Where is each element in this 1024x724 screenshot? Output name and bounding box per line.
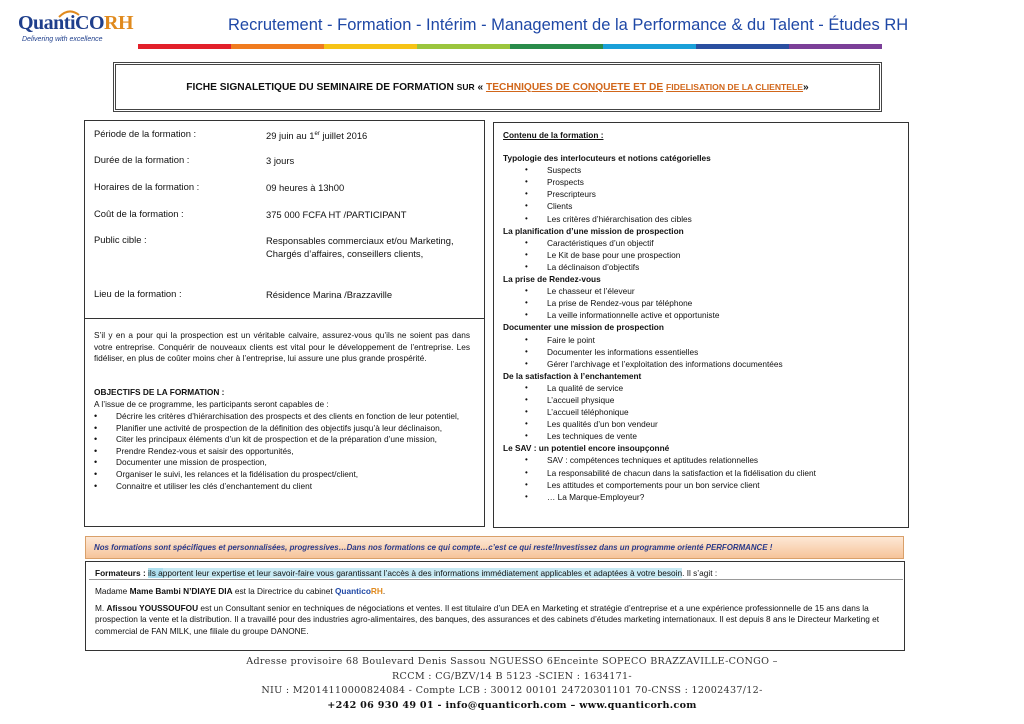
title-box xyxy=(113,62,882,112)
promo-banner xyxy=(85,536,904,559)
document-title: FICHE SIGNALETIQUE DU SEMINAIRE DE FORMATION SUR « TECHNIQUES DE CONQUETE ET DE FIDELISATION DE LA CLIENTELE» xyxy=(186,81,809,93)
page-footer xyxy=(0,655,1024,713)
content-section-list xyxy=(503,164,901,224)
trainers-divider xyxy=(89,579,903,580)
content-section-list xyxy=(503,285,901,321)
content-title: Contenu de la formation : xyxy=(503,130,604,140)
trainer-1: Madame Mame Bambi N’DIAYE DIA est la Directrice du cabinet QuanticoRH. xyxy=(95,586,386,596)
list-item: • La qualité de service xyxy=(503,382,901,394)
title-topic: TECHNIQUES DE CONQUETE ET DE xyxy=(485,81,664,93)
list-item: • La responsabilité de chacun dans la satisfaction et la fidélisation du client xyxy=(503,467,901,479)
list-item: • … La Marque-Employeur? xyxy=(503,491,901,503)
list-item: • Les techniques de vente xyxy=(503,430,901,442)
list-item: • Organiser le suivi, les relances et la fidélisation du prospect/client, xyxy=(94,469,474,481)
logo-swoosh-icon xyxy=(58,9,80,19)
list-item: • Citer les principaux éléments d’un kit de prospection et de la préparation d’une mission, xyxy=(94,434,474,446)
trainers-box xyxy=(85,561,905,651)
list-item: • Les attitudes et comportements pour un bon service client xyxy=(503,479,901,491)
list-item: • Suspects xyxy=(503,164,901,176)
content-section-title: Le SAV : un potentiel encore insoupçonné xyxy=(503,443,670,454)
banner-text: Nos formations sont spécifiques et personnalisées, progressives…Dans nos formations ce qui compte…c’est ce qui reste!Investissez dans un programme orienté PERFORMANCE ! xyxy=(94,543,773,552)
list-item: • La prise de Rendez-vous par téléphone xyxy=(503,297,901,309)
intro-paragraph: S’il y en a pour qui la prospection est un véritable calvaire, assurez-vous qu’ils ne soient pas dans votre entreprise. Conquérir de nouveaux clients est vital pour le développement de l’entreprise. Les fidéliser, en plus de coûter moins cher à l’entreprise, lui assure une plus grande prospérité. xyxy=(94,330,470,363)
color-bar-segment xyxy=(696,44,789,49)
seminar-info-box: Période de la formation : 29 juin au 1er juillet 2016 Durée de la formation : 3 jours Horaires de la formation : 09 heures à 13h00 Coût de la formation : 375 000 FCFA HT /PARTICIPANT Public cible : Responsables commerciaux et/ou Marketing, Chargés d’affaires, conseillers clients, Lieu de la formation : Résidence Marina /Brazzaville S’il y en a pour qui la prospection est un véritable calvaire, assurez-vous qu’ils ne soient pas dans votre entreprise. Conquérir de nouveaux clients est vital pour le développement de l’entreprise. Les fidéliser, en plus de coûter moins cher à l’entreprise, lui assure une plus grande prospérité. OBJECTIFS DE LA FORMATION : A l’issue de ce programme, les participants seront capables de : • Décrire les critères d’hiérarchisation des prospects et des clients en fonction de leur potentiel, • Planifier une activité de prospection de la définition des objectifs jusqu’à leur déclinaison, • Citer les principaux éléments d’un kit de prospection et de la préparation d’une mission, • Prendre Rendez-vous et saisir des opportunités, • Documenter une mission de prospection, • Organiser le suivi, les relances et la fidélisation du prospect/client, • Connaitre et utiliser les clés d’enchantement du client xyxy=(84,120,485,527)
title-topic-cont: FIDELISATION DE LA CLIENTELE xyxy=(666,81,804,92)
footer-contact: +242 06 930 49 01 - info@quanticorh.com – www.quanticorh.com xyxy=(327,699,697,711)
footer-niu: NIU : M2014110000824084 - Compte LCB : 30012 00101 24720301101 70-CNSS : 12002437/12- xyxy=(261,685,763,696)
list-item: • Documenter une mission de prospection, xyxy=(94,457,474,469)
list-item: • Prospects xyxy=(503,176,901,188)
objectives-title: OBJECTIFS DE LA FORMATION : xyxy=(94,387,225,397)
content-section-title: Typologie des interlocuteurs et notions catégorielles xyxy=(503,153,711,164)
list-item: • La déclinaison d’objectifs xyxy=(503,261,901,273)
list-item: • Le chasseur et l’éleveur xyxy=(503,285,901,297)
content-section-list xyxy=(503,334,901,370)
color-bar-segment xyxy=(510,44,603,49)
content-sections xyxy=(503,152,901,503)
list-item: • SAV : compétences techniques et aptitudes relationnelles xyxy=(503,454,901,466)
list-item: • Le Kit de base pour une prospection xyxy=(503,249,901,261)
list-item: • Décrire les critères d’hiérarchisation des prospects et des clients en fonction de leur potentiel, xyxy=(94,411,474,423)
list-item: • Les qualités d’un bon vendeur xyxy=(503,418,901,430)
footer-address: Adresse provisoire 68 Boulevard Denis Sassou NGUESSO 6Enceinte SOPECO BRAZZAVILLE-CONGO – xyxy=(246,656,778,667)
content-section-list xyxy=(503,237,901,273)
footer-rccm: RCCM : CG/BZV/14 B 5123 -SCIEN : 1634171- xyxy=(392,670,632,682)
list-item: • Clients xyxy=(503,200,901,212)
content-section-list xyxy=(503,454,901,502)
section-divider xyxy=(85,318,484,319)
content-section-list xyxy=(503,382,901,442)
list-item: • Gérer l’archivage et l’exploitation des informations documentées xyxy=(503,358,901,370)
objectives-list xyxy=(94,411,474,492)
cabinet-name: QuanticoRH xyxy=(334,586,383,596)
color-bar-segment xyxy=(417,44,510,49)
list-item: • Prescripteurs xyxy=(503,188,901,200)
color-bar-segment xyxy=(138,44,231,49)
logo-tagline: Delivering with excellence xyxy=(22,36,103,43)
list-item: • Connaitre et utiliser les clés d’enchantement du client xyxy=(94,481,474,493)
color-bar-segment xyxy=(603,44,696,49)
list-item: • La veille informationnelle active et opportuniste xyxy=(503,309,901,321)
content-section-title: De la satisfaction à l’enchantement xyxy=(503,370,642,381)
content-section-title: La prise de Rendez-vous xyxy=(503,274,601,285)
training-content-box xyxy=(493,122,909,528)
list-item: • Les critères d’hiérarchisation des cibles xyxy=(503,213,901,225)
list-item: • Prendre Rendez-vous et saisir des opportunités, xyxy=(94,446,474,458)
color-bar-segment xyxy=(324,44,417,49)
list-item: • Planifier une activité de prospection de la définition des objectifs jusqu’à leur déclinaison, xyxy=(94,423,474,435)
color-bar-segment xyxy=(231,44,324,49)
list-item: • Documenter les informations essentielles xyxy=(503,346,901,358)
trainer-2: M. Afissou YOUSSOUFOU est un Consultant senior en techniques de négociations et ventes. Il est titulaire d’un DEA en Marketing et stratégie d’entreprise et a une expérience professionnelle de 15 ans dans la prospection la vente et la distribution. Il a travaillé pour des industries agro-alimentaires, des banques, des assurances et des cabinets d’études marketing internationaux. Il est depuis 8 ans le Directeur Marketing et commercial de FAN MILK, une filiale du groupe DANONE. xyxy=(95,603,880,636)
color-bar-segment xyxy=(789,44,882,49)
company-logo xyxy=(18,12,134,48)
content-section-title: Documenter une mission de prospection xyxy=(503,322,664,333)
content-section-title: La planification d’une mission de prospection xyxy=(503,225,684,236)
header-color-bar xyxy=(138,44,882,49)
objectives-intro: A l’issue de ce programme, les participants seront capables de : xyxy=(94,399,329,409)
list-item: • Caractéristiques d’un objectif xyxy=(503,237,901,249)
list-item: • Faire le point xyxy=(503,334,901,346)
trainers-intro: Formateurs : ils apportent leur expertise et leur savoir-faire vous garantissant l’accès à des informations immédiatement applicables et adaptées à votre besoin. Il s’agit : xyxy=(95,568,718,578)
logo-wordmark: QuantiCORH xyxy=(18,12,134,34)
page-header-title: Recrutement - Formation - Intérim - Management de la Performance & du Talent - Études RH xyxy=(228,16,909,34)
list-item: • L’accueil téléphonique xyxy=(503,406,901,418)
list-item: • L’accueil physique xyxy=(503,394,901,406)
training-content xyxy=(503,129,901,503)
